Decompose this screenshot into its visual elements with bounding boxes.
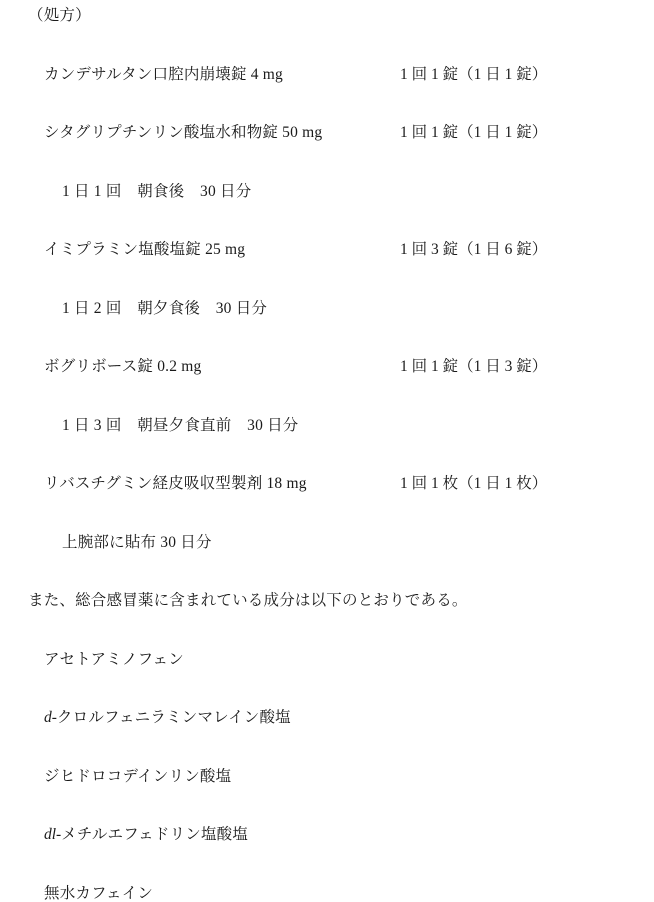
drug-name: カンデサルタン口腔内崩壊錠 4 mg: [44, 65, 284, 83]
ingredient-item: [0, 710, 654, 726]
drug-dose: 1 回 1 錠（1 日 3 錠）: [400, 358, 548, 375]
ingredient-name: 無水カフェイン: [44, 884, 154, 902]
prescription-item: [0, 476, 654, 492]
drug-name: シタグリプチンリン酸塩水和物錠 50 mg: [44, 124, 323, 141]
ingredient-prefix: dl-: [44, 826, 62, 843]
drug-instruction: [0, 535, 654, 551]
prescription-item: [0, 67, 654, 83]
drug-instruction-text: 上腕部に貼布 30 日分: [62, 533, 212, 551]
ingredient-item: [0, 769, 654, 785]
spacer: [0, 258, 654, 301]
spacer: [0, 375, 654, 418]
drug-dose: 1 回 1 錠（1 日 1 錠）: [400, 124, 548, 141]
spacer: [0, 492, 654, 535]
drug-dose: 1 回 3 錠（1 日 6 錠）: [400, 241, 548, 258]
ingredient-name: クロルフェニラミンマレイン酸塩: [56, 709, 291, 726]
ingredient-item: [0, 652, 654, 668]
ingredient-item: [0, 886, 654, 902]
spacer: [0, 433, 654, 476]
note-text: また、総合感冒薬に含まれている成分は以下のとおりである。: [28, 592, 468, 609]
spacer: [0, 24, 654, 67]
prescription-item: [0, 242, 654, 258]
drug-instruction: [0, 418, 654, 434]
spacer: [0, 609, 654, 652]
drug-instruction-text: 1 日 2 回 朝夕食後 30 日分: [62, 299, 268, 317]
drug-dose: 1 回 1 枚（1 日 1 枚）: [400, 475, 548, 492]
drug-name: ボグリボース錠 0.2 mg: [44, 358, 202, 375]
drug-name: イミプラミン塩酸塩錠 25 mg: [44, 241, 246, 258]
spacer: [0, 316, 654, 359]
spacer: [0, 550, 654, 593]
spacer: [0, 199, 654, 242]
prescription-heading-text: （処方）: [28, 7, 91, 24]
drug-dose: 1 回 1 錠（1 日 1 錠）: [400, 65, 548, 83]
drug-instruction: [0, 301, 654, 317]
spacer: [0, 726, 654, 769]
ingredient-prefix: d-: [44, 709, 57, 726]
prescription-item: [0, 359, 654, 375]
drug-instruction-text: 1 日 1 回 朝食後 30 日分: [62, 182, 252, 200]
ingredient-name: メチルエフェドリン塩酸塩: [61, 826, 249, 843]
ingredient-name: アセトアミノフェン: [44, 650, 184, 668]
note-paragraph: [0, 593, 654, 609]
spacer: [0, 141, 654, 184]
drug-name: リバスチグミン経皮吸収型製剤 18 mg: [44, 475, 307, 492]
spacer: [0, 843, 654, 886]
prescription-item: [0, 125, 654, 141]
drug-instruction: [0, 184, 654, 200]
prescription-heading: [0, 8, 654, 24]
spacer: [0, 82, 654, 125]
drug-instruction-text: 1 日 3 回 朝昼夕食直前 30 日分: [62, 416, 299, 434]
ingredient-name: ジヒドロコデインリン酸塩: [44, 767, 232, 785]
ingredient-item: [0, 827, 654, 843]
spacer: [0, 784, 654, 827]
